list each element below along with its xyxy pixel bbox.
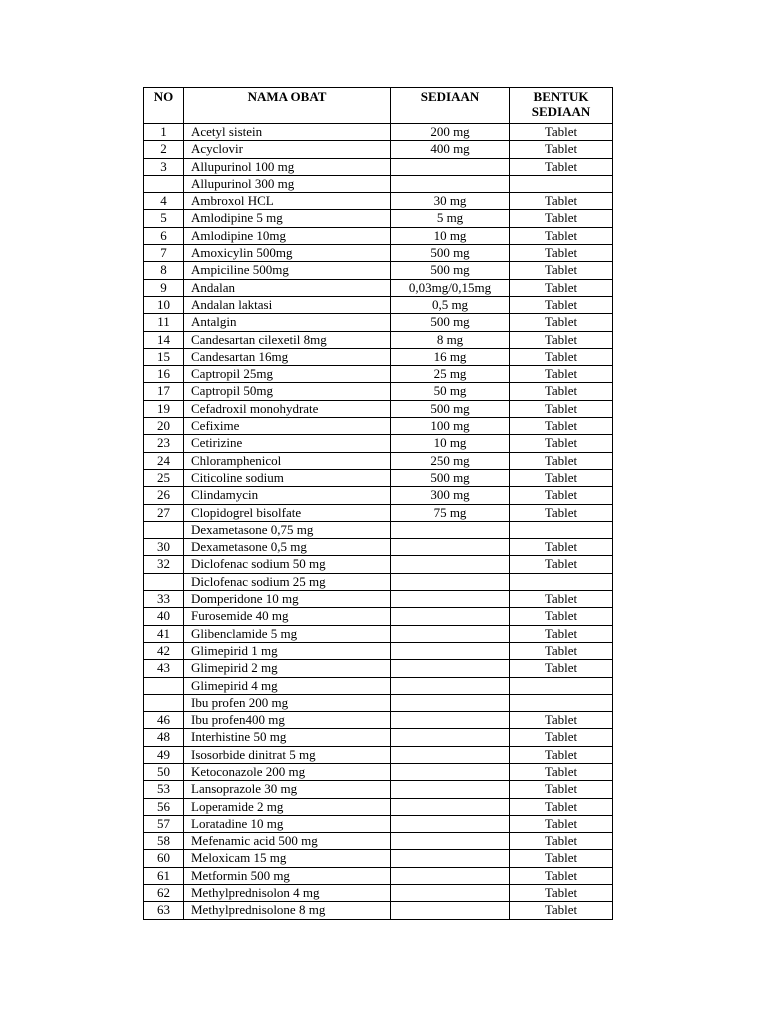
header-dosage: SEDIAAN: [391, 88, 510, 124]
cell-no: 42: [144, 642, 184, 659]
cell-dosage: 8 mg: [391, 331, 510, 348]
cell-dosage-form: Tablet: [510, 625, 613, 642]
cell-drug-name: Metformin 500 mg: [184, 867, 391, 884]
table-row: [144, 175, 613, 192]
table-row: [144, 348, 613, 365]
cell-no: 53: [144, 781, 184, 798]
table-row: [144, 210, 613, 227]
cell-dosage-form: Tablet: [510, 366, 613, 383]
cell-no: 60: [144, 850, 184, 867]
cell-drug-name: Domperidone 10 mg: [184, 591, 391, 608]
table-row: [144, 763, 613, 780]
cell-dosage-form: Tablet: [510, 746, 613, 763]
table-row: [144, 677, 613, 694]
cell-dosage-form: Tablet: [510, 487, 613, 504]
cell-dosage: [391, 867, 510, 884]
cell-dosage: [391, 694, 510, 711]
table-row: [144, 193, 613, 210]
table-row: [144, 712, 613, 729]
cell-dosage-form: Tablet: [510, 867, 613, 884]
cell-no: 6: [144, 227, 184, 244]
cell-dosage: [391, 642, 510, 659]
table-row: [144, 227, 613, 244]
table-row: [144, 296, 613, 313]
table-row: [144, 539, 613, 556]
cell-no: 10: [144, 296, 184, 313]
cell-drug-name: Candesartan 16mg: [184, 348, 391, 365]
table-row: [144, 521, 613, 538]
cell-no: 50: [144, 763, 184, 780]
cell-dosage: 75 mg: [391, 504, 510, 521]
cell-dosage-form: Tablet: [510, 504, 613, 521]
cell-dosage-form: Tablet: [510, 763, 613, 780]
cell-no: 11: [144, 314, 184, 331]
cell-dosage-form: Tablet: [510, 245, 613, 262]
cell-dosage-form: Tablet: [510, 279, 613, 296]
cell-dosage-form: Tablet: [510, 469, 613, 486]
table-row: [144, 435, 613, 452]
cell-dosage: [391, 573, 510, 590]
table-body: [144, 124, 613, 920]
table-row: [144, 798, 613, 815]
cell-dosage-form: Tablet: [510, 210, 613, 227]
cell-drug-name: Citicoline sodium: [184, 469, 391, 486]
cell-dosage-form: Tablet: [510, 608, 613, 625]
cell-drug-name: Diclofenac sodium 50 mg: [184, 556, 391, 573]
cell-dosage: 250 mg: [391, 452, 510, 469]
cell-no: 8: [144, 262, 184, 279]
cell-dosage: [391, 815, 510, 832]
cell-drug-name: Candesartan cilexetil 8mg: [184, 331, 391, 348]
cell-dosage: 0,03mg/0,15mg: [391, 279, 510, 296]
cell-drug-name: Clopidogrel bisolfate: [184, 504, 391, 521]
table-row: [144, 902, 613, 919]
header-dosage-form-line2: SEDIAAN: [531, 104, 591, 119]
cell-dosage: [391, 885, 510, 902]
cell-dosage: 200 mg: [391, 124, 510, 141]
table-row: [144, 314, 613, 331]
cell-drug-name: Lansoprazole 30 mg: [184, 781, 391, 798]
cell-drug-name: Andalan laktasi: [184, 296, 391, 313]
cell-dosage-form: Tablet: [510, 314, 613, 331]
cell-drug-name: Methylprednisolone 8 mg: [184, 902, 391, 919]
cell-no: 49: [144, 746, 184, 763]
cell-drug-name: Ibu profen400 mg: [184, 712, 391, 729]
cell-no: 40: [144, 608, 184, 625]
cell-no: 3: [144, 158, 184, 175]
cell-no: 25: [144, 469, 184, 486]
table-row: [144, 729, 613, 746]
cell-no: 1: [144, 124, 184, 141]
cell-no: 62: [144, 885, 184, 902]
cell-drug-name: Captropil 25mg: [184, 366, 391, 383]
cell-dosage-form: Tablet: [510, 227, 613, 244]
cell-no: 2: [144, 141, 184, 158]
cell-drug-name: Allupurinol 300 mg: [184, 175, 391, 192]
cell-no: 63: [144, 902, 184, 919]
cell-no: 20: [144, 418, 184, 435]
cell-no: 46: [144, 712, 184, 729]
cell-no: [144, 521, 184, 538]
table-row: [144, 850, 613, 867]
cell-drug-name: Amlodipine 10mg: [184, 227, 391, 244]
table-row: [144, 746, 613, 763]
cell-dosage: 400 mg: [391, 141, 510, 158]
cell-dosage-form: Tablet: [510, 591, 613, 608]
cell-dosage-form: Tablet: [510, 781, 613, 798]
cell-no: 24: [144, 452, 184, 469]
cell-dosage-form: Tablet: [510, 850, 613, 867]
cell-dosage-form: Tablet: [510, 712, 613, 729]
table-row: [144, 400, 613, 417]
cell-dosage: 10 mg: [391, 227, 510, 244]
cell-dosage: [391, 158, 510, 175]
cell-drug-name: Dexametasone 0,75 mg: [184, 521, 391, 538]
cell-drug-name: Andalan: [184, 279, 391, 296]
cell-no: 32: [144, 556, 184, 573]
cell-drug-name: Ampiciline 500mg: [184, 262, 391, 279]
cell-no: 30: [144, 539, 184, 556]
cell-drug-name: Mefenamic acid 500 mg: [184, 833, 391, 850]
cell-dosage: 16 mg: [391, 348, 510, 365]
cell-dosage: 500 mg: [391, 314, 510, 331]
cell-no: 26: [144, 487, 184, 504]
cell-dosage-form: Tablet: [510, 885, 613, 902]
cell-drug-name: Glimepirid 4 mg: [184, 677, 391, 694]
cell-drug-name: Loperamide 2 mg: [184, 798, 391, 815]
table-row: [144, 573, 613, 590]
cell-dosage: [391, 677, 510, 694]
cell-no: 57: [144, 815, 184, 832]
table-header-row: [144, 88, 613, 124]
cell-drug-name: Ambroxol HCL: [184, 193, 391, 210]
cell-no: 23: [144, 435, 184, 452]
cell-dosage: 500 mg: [391, 400, 510, 417]
cell-dosage: [391, 556, 510, 573]
drug-table: [143, 87, 613, 920]
cell-dosage: 300 mg: [391, 487, 510, 504]
cell-drug-name: Ibu profen 200 mg: [184, 694, 391, 711]
cell-drug-name: Dexametasone 0,5 mg: [184, 539, 391, 556]
cell-drug-name: Furosemide 40 mg: [184, 608, 391, 625]
cell-dosage: 50 mg: [391, 383, 510, 400]
header-dosage-form-line1: BENTUK: [533, 89, 589, 104]
cell-no: 61: [144, 867, 184, 884]
cell-drug-name: Cefixime: [184, 418, 391, 435]
cell-dosage: [391, 660, 510, 677]
cell-dosage: [391, 781, 510, 798]
cell-no: 41: [144, 625, 184, 642]
table-row: [144, 418, 613, 435]
cell-dosage-form: [510, 521, 613, 538]
cell-dosage: 500 mg: [391, 469, 510, 486]
table-row: [144, 694, 613, 711]
cell-no: 16: [144, 366, 184, 383]
cell-dosage-form: [510, 694, 613, 711]
cell-dosage-form: Tablet: [510, 193, 613, 210]
cell-dosage-form: Tablet: [510, 729, 613, 746]
cell-no: 7: [144, 245, 184, 262]
cell-dosage: 25 mg: [391, 366, 510, 383]
cell-dosage-form: Tablet: [510, 642, 613, 659]
cell-no: 56: [144, 798, 184, 815]
table-row: [144, 158, 613, 175]
table-row: [144, 469, 613, 486]
cell-dosage-form: Tablet: [510, 124, 613, 141]
cell-drug-name: Glimepirid 2 mg: [184, 660, 391, 677]
cell-dosage-form: [510, 175, 613, 192]
header-no: NO: [144, 88, 184, 124]
cell-dosage: [391, 608, 510, 625]
cell-dosage: 100 mg: [391, 418, 510, 435]
cell-dosage-form: Tablet: [510, 833, 613, 850]
header-drug-name: NAMA OBAT: [184, 88, 391, 124]
cell-dosage-form: Tablet: [510, 141, 613, 158]
table-row: [144, 279, 613, 296]
table-row: [144, 608, 613, 625]
cell-dosage: [391, 833, 510, 850]
cell-dosage: [391, 625, 510, 642]
cell-drug-name: Meloxicam 15 mg: [184, 850, 391, 867]
cell-dosage: [391, 712, 510, 729]
table-row: [144, 591, 613, 608]
cell-no: [144, 573, 184, 590]
table-row: [144, 815, 613, 832]
table-row: [144, 383, 613, 400]
cell-no: 5: [144, 210, 184, 227]
cell-dosage: [391, 763, 510, 780]
table-row: [144, 124, 613, 141]
cell-dosage: [391, 902, 510, 919]
cell-dosage: [391, 175, 510, 192]
cell-drug-name: Acyclovir: [184, 141, 391, 158]
cell-no: 19: [144, 400, 184, 417]
table-row: [144, 487, 613, 504]
cell-drug-name: Cefadroxil monohydrate: [184, 400, 391, 417]
cell-dosage-form: Tablet: [510, 452, 613, 469]
table-row: [144, 141, 613, 158]
cell-no: 58: [144, 833, 184, 850]
cell-dosage: [391, 521, 510, 538]
cell-no: [144, 677, 184, 694]
cell-dosage-form: Tablet: [510, 158, 613, 175]
cell-no: [144, 175, 184, 192]
cell-dosage: [391, 746, 510, 763]
table-row: [144, 262, 613, 279]
cell-drug-name: Clindamycin: [184, 487, 391, 504]
cell-dosage: [391, 539, 510, 556]
cell-no: 33: [144, 591, 184, 608]
cell-drug-name: Interhistine 50 mg: [184, 729, 391, 746]
table-row: [144, 885, 613, 902]
cell-drug-name: Antalgin: [184, 314, 391, 331]
cell-drug-name: Methylprednisolon 4 mg: [184, 885, 391, 902]
cell-dosage-form: Tablet: [510, 539, 613, 556]
cell-dosage: 500 mg: [391, 262, 510, 279]
cell-no: [144, 694, 184, 711]
cell-drug-name: Chloramphenicol: [184, 452, 391, 469]
table-row: [144, 867, 613, 884]
cell-drug-name: Ketoconazole 200 mg: [184, 763, 391, 780]
cell-drug-name: Glimepirid 1 mg: [184, 642, 391, 659]
cell-dosage: 5 mg: [391, 210, 510, 227]
cell-drug-name: Allupurinol 100 mg: [184, 158, 391, 175]
table-row: [144, 504, 613, 521]
cell-dosage-form: Tablet: [510, 902, 613, 919]
cell-dosage-form: Tablet: [510, 296, 613, 313]
cell-dosage: 0,5 mg: [391, 296, 510, 313]
cell-drug-name: Isosorbide dinitrat 5 mg: [184, 746, 391, 763]
cell-no: 14: [144, 331, 184, 348]
cell-dosage-form: Tablet: [510, 262, 613, 279]
cell-dosage-form: Tablet: [510, 435, 613, 452]
cell-dosage: 30 mg: [391, 193, 510, 210]
cell-drug-name: Acetyl sistein: [184, 124, 391, 141]
table-row: [144, 452, 613, 469]
cell-dosage: [391, 591, 510, 608]
table-row: [144, 245, 613, 262]
cell-dosage-form: Tablet: [510, 348, 613, 365]
cell-dosage: 10 mg: [391, 435, 510, 452]
cell-no: 48: [144, 729, 184, 746]
cell-drug-name: Glibenclamide 5 mg: [184, 625, 391, 642]
cell-drug-name: Diclofenac sodium 25 mg: [184, 573, 391, 590]
cell-dosage-form: Tablet: [510, 660, 613, 677]
cell-drug-name: Amoxicylin 500mg: [184, 245, 391, 262]
cell-no: 4: [144, 193, 184, 210]
cell-dosage-form: [510, 677, 613, 694]
cell-dosage-form: Tablet: [510, 798, 613, 815]
cell-no: 27: [144, 504, 184, 521]
cell-dosage: [391, 729, 510, 746]
cell-dosage-form: Tablet: [510, 815, 613, 832]
cell-dosage: [391, 798, 510, 815]
table-row: [144, 331, 613, 348]
cell-drug-name: Loratadine 10 mg: [184, 815, 391, 832]
cell-dosage-form: Tablet: [510, 418, 613, 435]
cell-dosage-form: Tablet: [510, 400, 613, 417]
cell-no: 43: [144, 660, 184, 677]
cell-dosage-form: Tablet: [510, 331, 613, 348]
table-row: [144, 781, 613, 798]
table-row: [144, 366, 613, 383]
table-row: [144, 833, 613, 850]
header-dosage-form: [510, 88, 613, 124]
cell-dosage-form: Tablet: [510, 383, 613, 400]
cell-dosage-form: Tablet: [510, 556, 613, 573]
cell-dosage-form: [510, 573, 613, 590]
cell-no: 17: [144, 383, 184, 400]
cell-dosage: 500 mg: [391, 245, 510, 262]
cell-drug-name: Captropil 50mg: [184, 383, 391, 400]
table-row: [144, 642, 613, 659]
cell-drug-name: Amlodipine 5 mg: [184, 210, 391, 227]
cell-no: 15: [144, 348, 184, 365]
table-row: [144, 556, 613, 573]
cell-no: 9: [144, 279, 184, 296]
table-row: [144, 625, 613, 642]
table-row: [144, 660, 613, 677]
cell-drug-name: Cetirizine: [184, 435, 391, 452]
cell-dosage: [391, 850, 510, 867]
